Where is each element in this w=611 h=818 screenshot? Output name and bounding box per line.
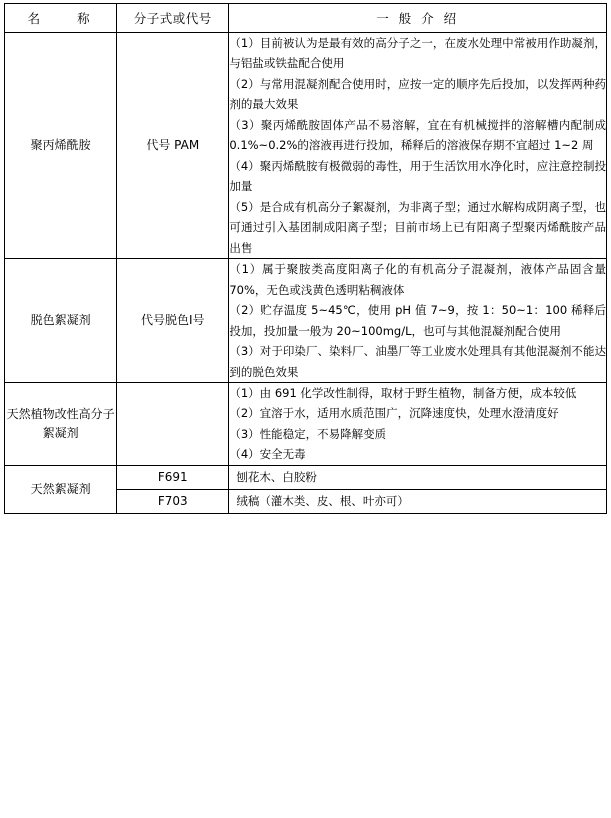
description-paragraph: （1）目前被认为是最有效的高分子之一，在废水处理中常被用作助凝剂，与铝盐或铁盐配合使用 xyxy=(229,36,606,71)
cell-formula: 代号脱色Ⅰ号 xyxy=(117,259,229,383)
table-row xyxy=(5,465,607,489)
cell-name: 聚丙烯酰胺 xyxy=(5,33,117,259)
cell-formula: F703 xyxy=(117,490,229,514)
cell-description xyxy=(229,259,607,383)
table-row xyxy=(5,382,607,465)
description-paragraph: （1）由 691 化学改性制得，取材于野生植物，制备方便，成本较低 xyxy=(229,385,577,400)
column-header-formula: 分子式或代号 xyxy=(117,4,229,33)
chemical-flocculants-table xyxy=(4,3,607,514)
cell-name: 脱色絮凝剂 xyxy=(5,259,117,383)
cell-description xyxy=(229,490,607,514)
description-paragraph: 刨花木、白胶粉 xyxy=(236,469,317,484)
description-paragraph: （3）性能稳定，不易降解变质 xyxy=(229,426,387,441)
description-paragraph: （4）安全无毒 xyxy=(229,447,306,462)
description-paragraph: （2）宜溶于水，适用水质范围广，沉降速度快，处理水澄清度好 xyxy=(229,406,559,421)
description-paragraph: （2）贮存温度 5~45℃，使用 pH 值 7~9，按 1：50~1：100 稀释后投加，投加量一般为 20~100mg/L，也可与其他混凝剂配合使用 xyxy=(229,303,606,338)
description-paragraph: （5）是合成有机高分子絮凝剂，为非离子型；通过水解构成阴离子型，也可通过引入基团制成阳离子型；目前市场上已有阳离子型聚丙烯酰胺产品出售 xyxy=(229,199,606,255)
description-paragraph: （3）对于印染厂、染料厂、油墨厂等工业废水处理具有其他混凝剂不能达到的脱色效果 xyxy=(229,344,606,379)
cell-description xyxy=(229,33,607,259)
table-header xyxy=(5,4,607,33)
table-row xyxy=(5,259,607,383)
table-header-row xyxy=(5,4,607,33)
cell-formula: F691 xyxy=(117,465,229,489)
column-header-description: 一 般 介 绍 xyxy=(229,4,607,33)
table-row xyxy=(5,33,607,259)
cell-name: 天然絮凝剂 xyxy=(5,465,117,514)
description-paragraph: 绒稿（灌木类、皮、根、叶亦可） xyxy=(236,494,409,509)
cell-formula: 代号 PAM xyxy=(117,33,229,259)
cell-description xyxy=(229,465,607,489)
cell-name: 天然植物改性高分子絮凝剂 xyxy=(5,382,117,465)
column-header-name: 名 称 xyxy=(5,4,117,33)
cell-formula xyxy=(117,382,229,465)
document-page xyxy=(0,3,611,818)
cell-description xyxy=(229,382,607,465)
description-paragraph: （1）属于聚胺类高度阳离子化的有机高分子混凝剂，液体产品固含量 70%，无色或浅黄色透明粘稠液体 xyxy=(229,262,606,297)
description-paragraph: （4）聚丙烯酰胺有极微弱的毒性，用于生活饮用水净化时，应注意控制投加量 xyxy=(229,158,606,194)
description-paragraph: （3）聚丙烯酰胺固体产品不易溶解，宜在有机械搅拌的溶解槽内配制成 0.1%~0.2%的溶液再进行投加，稀释后的溶液保存期不宜超过 1~2 周 xyxy=(229,117,606,153)
table-body xyxy=(5,33,607,514)
description-paragraph: （2）与常用混凝剂配合使用时，应按一定的顺序先后投加，以发挥两种药剂的最大效果 xyxy=(229,76,606,112)
